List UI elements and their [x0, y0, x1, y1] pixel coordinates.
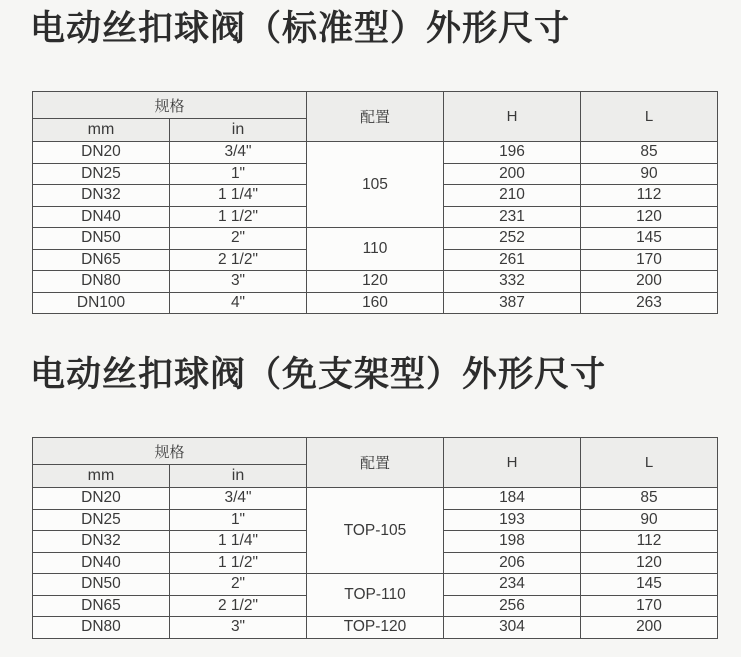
- config-cell: TOP-110: [307, 574, 444, 617]
- h-header: H: [444, 92, 581, 142]
- in-header: in: [170, 465, 307, 488]
- h-cell: 206: [444, 552, 581, 574]
- in-cell: 1": [170, 163, 307, 185]
- h-cell: 198: [444, 531, 581, 553]
- l-cell: 85: [581, 488, 718, 510]
- l-cell: 200: [581, 617, 718, 639]
- mm-cell: DN65: [33, 249, 170, 271]
- mm-cell: DN32: [33, 185, 170, 207]
- table-header: [33, 438, 718, 488]
- h-cell: 196: [444, 142, 581, 164]
- in-cell: 2": [170, 574, 307, 596]
- h-cell: 234: [444, 574, 581, 596]
- l-cell: 112: [581, 531, 718, 553]
- in-cell: 4": [170, 292, 307, 314]
- mm-cell: DN25: [33, 509, 170, 531]
- mm-cell: DN80: [33, 617, 170, 639]
- mm-cell: DN50: [33, 574, 170, 596]
- l-cell: 145: [581, 228, 718, 250]
- in-cell: 2": [170, 228, 307, 250]
- h-cell: 256: [444, 595, 581, 617]
- l-cell: 90: [581, 163, 718, 185]
- standard-type-dimension-table: [32, 91, 718, 314]
- l-cell: 145: [581, 574, 718, 596]
- config-cell: 105: [307, 142, 444, 228]
- mm-cell: DN40: [33, 552, 170, 574]
- l-cell: 120: [581, 552, 718, 574]
- table-header: [33, 92, 718, 142]
- mm-cell: DN20: [33, 488, 170, 510]
- mm-cell: DN32: [33, 531, 170, 553]
- in-cell: 1": [170, 509, 307, 531]
- in-cell: 2 1/2": [170, 249, 307, 271]
- in-cell: 2 1/2": [170, 595, 307, 617]
- table-row: [33, 271, 718, 293]
- l-cell: 170: [581, 595, 718, 617]
- spec-header: 规格: [33, 92, 307, 119]
- h-cell: 332: [444, 271, 581, 293]
- mm-cell: DN80: [33, 271, 170, 293]
- l-header: L: [581, 438, 718, 488]
- config-cell: 120: [307, 271, 444, 293]
- table-row: [33, 228, 718, 250]
- h-cell: 200: [444, 163, 581, 185]
- in-cell: 1 1/4": [170, 185, 307, 207]
- spec-header: 规格: [33, 438, 307, 465]
- h-cell: 261: [444, 249, 581, 271]
- h-cell: 193: [444, 509, 581, 531]
- l-cell: 200: [581, 271, 718, 293]
- h-cell: 304: [444, 617, 581, 639]
- table-row: [33, 574, 718, 596]
- standard-type-title: 电动丝扣球阀（标准型）外形尺寸: [30, 9, 571, 48]
- l-header: L: [581, 92, 718, 142]
- in-cell: 3/4": [170, 142, 307, 164]
- l-cell: 85: [581, 142, 718, 164]
- config-cell: 160: [307, 292, 444, 314]
- h-cell: 210: [444, 185, 581, 207]
- config-cell: TOP-105: [307, 488, 444, 574]
- config-header: 配置: [307, 438, 444, 488]
- table-row: [33, 488, 718, 510]
- in-cell: 1 1/2": [170, 552, 307, 574]
- h-cell: 252: [444, 228, 581, 250]
- config-cell: TOP-120: [307, 617, 444, 639]
- in-cell: 3": [170, 271, 307, 293]
- h-cell: 387: [444, 292, 581, 314]
- bracket-free-type-dimension-table: [32, 437, 718, 639]
- mm-header: mm: [33, 119, 170, 142]
- config-cell: 110: [307, 228, 444, 271]
- mm-cell: DN65: [33, 595, 170, 617]
- config-header: 配置: [307, 92, 444, 142]
- l-cell: 90: [581, 509, 718, 531]
- h-cell: 184: [444, 488, 581, 510]
- mm-header: mm: [33, 465, 170, 488]
- in-cell: 1 1/4": [170, 531, 307, 553]
- table-row: [33, 617, 718, 639]
- l-cell: 263: [581, 292, 718, 314]
- mm-cell: DN20: [33, 142, 170, 164]
- in-cell: 1 1/2": [170, 206, 307, 228]
- table-row: [33, 292, 718, 314]
- mm-cell: DN50: [33, 228, 170, 250]
- in-header: in: [170, 119, 307, 142]
- in-cell: 3/4": [170, 488, 307, 510]
- bracket-free-type-title: 电动丝扣球阀（免支架型）外形尺寸: [30, 355, 607, 394]
- table-row: [33, 142, 718, 164]
- in-cell: 3": [170, 617, 307, 639]
- mm-cell: DN40: [33, 206, 170, 228]
- l-cell: 120: [581, 206, 718, 228]
- l-cell: 112: [581, 185, 718, 207]
- h-cell: 231: [444, 206, 581, 228]
- mm-cell: DN25: [33, 163, 170, 185]
- h-header: H: [444, 438, 581, 488]
- mm-cell: DN100: [33, 292, 170, 314]
- l-cell: 170: [581, 249, 718, 271]
